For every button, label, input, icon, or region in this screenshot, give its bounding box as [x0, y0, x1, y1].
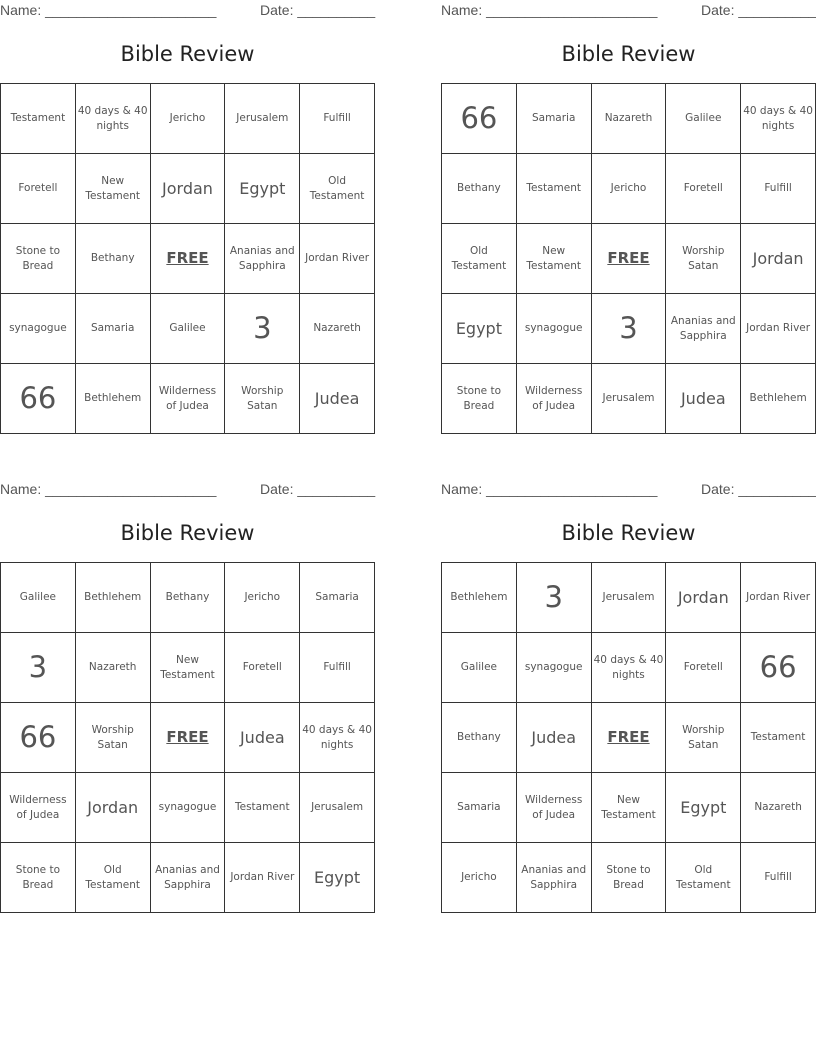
bingo-cell: Bethlehem [76, 563, 151, 633]
name-line: Name: ______________________ [441, 2, 658, 18]
bingo-cell: New Testament [517, 224, 592, 294]
bingo-cell: 66 [741, 633, 816, 703]
bingo-cell: New Testament [151, 633, 226, 703]
bingo-cell: Jordan [666, 563, 741, 633]
bingo-cell: Jordan River [741, 563, 816, 633]
bingo-cell: Galilee [151, 294, 226, 364]
bingo-cell: Samaria [300, 563, 375, 633]
bingo-cell: Worship Satan [666, 703, 741, 773]
name-line: Name: ______________________ [0, 2, 217, 18]
bingo-cell: synagogue [517, 633, 592, 703]
date-line: Date: __________ [260, 2, 376, 18]
card-header [441, 0, 816, 20]
bingo-cell: Jerusalem [225, 84, 300, 154]
bingo-cell: Stone to Bread [592, 843, 667, 913]
bingo-cell: Judea [517, 703, 592, 773]
bingo-grid [0, 562, 375, 913]
free-cell: FREE [592, 224, 667, 294]
bingo-cell: Wilderness of Judea [517, 773, 592, 843]
free-cell: FREE [151, 224, 226, 294]
bingo-cell: Foretell [225, 633, 300, 703]
bingo-cell: Testament [741, 703, 816, 773]
bingo-cell: Nazareth [741, 773, 816, 843]
bingo-cell: Nazareth [592, 84, 667, 154]
card-title: Bible Review [120, 521, 255, 545]
bingo-cell: Jericho [442, 843, 517, 913]
bingo-cell: 66 [1, 703, 76, 773]
bingo-cell: Jericho [151, 84, 226, 154]
bingo-cell: Fulfill [300, 633, 375, 703]
bingo-cell: Bethany [442, 154, 517, 224]
bingo-cell: 66 [1, 364, 76, 434]
bingo-cell: Galilee [442, 633, 517, 703]
date-line: Date: __________ [701, 2, 816, 18]
bingo-grid [441, 562, 816, 913]
bingo-cell: 40 days & 40 nights [300, 703, 375, 773]
bingo-cell: 40 days & 40 nights [741, 84, 816, 154]
card-title: Bible Review [561, 521, 696, 545]
bingo-cell: Testament [517, 154, 592, 224]
bingo-cell: 3 [592, 294, 667, 364]
bingo-cell: Bethany [151, 563, 226, 633]
bingo-cell: synagogue [151, 773, 226, 843]
bingo-cell: Old Testament [300, 154, 375, 224]
date-line: Date: __________ [701, 481, 816, 497]
bingo-cell: Judea [225, 703, 300, 773]
bingo-cell: Wilderness of Judea [1, 773, 76, 843]
bingo-cell: Wilderness of Judea [517, 364, 592, 434]
bingo-cell: Jordan [741, 224, 816, 294]
bingo-cell: Judea [666, 364, 741, 434]
bingo-cell: Jordan [151, 154, 226, 224]
bingo-cell: Jordan River [300, 224, 375, 294]
bingo-cell: Stone to Bread [1, 843, 76, 913]
bingo-cell: Judea [300, 364, 375, 434]
bingo-cell: Old Testament [442, 224, 517, 294]
date-line: Date: __________ [260, 481, 376, 497]
bingo-cell: synagogue [517, 294, 592, 364]
bingo-grid [0, 83, 375, 434]
bingo-cell: Testament [225, 773, 300, 843]
bingo-cell: Galilee [1, 563, 76, 633]
bingo-cell: synagogue [1, 294, 76, 364]
free-cell: FREE [151, 703, 226, 773]
bingo-cell: Stone to Bread [1, 224, 76, 294]
bingo-cell: Samaria [517, 84, 592, 154]
bingo-cell: Wilderness of Judea [151, 364, 226, 434]
bingo-cell: Bethlehem [741, 364, 816, 434]
bingo-cell: New Testament [76, 154, 151, 224]
bingo-cell: Worship Satan [76, 703, 151, 773]
bingo-cell: Galilee [666, 84, 741, 154]
bingo-cell: Egypt [225, 154, 300, 224]
bingo-card-3 [0, 479, 375, 915]
bingo-cell: Jerusalem [592, 364, 667, 434]
bingo-card-1 [0, 0, 375, 436]
bingo-cell: Stone to Bread [442, 364, 517, 434]
bingo-cell: New Testament [592, 773, 667, 843]
bingo-cell: Samaria [442, 773, 517, 843]
bingo-cell: 66 [442, 84, 517, 154]
card-header [0, 479, 375, 499]
card-title: Bible Review [561, 42, 696, 66]
bingo-cell: Bethlehem [442, 563, 517, 633]
bingo-cell: Egypt [666, 773, 741, 843]
card-header [441, 479, 816, 499]
bingo-cell: Worship Satan [666, 224, 741, 294]
bingo-cell: 3 [1, 633, 76, 703]
bingo-cell: Foretell [1, 154, 76, 224]
bingo-cell: Ananias and Sapphira [225, 224, 300, 294]
bingo-cell: Fulfill [741, 843, 816, 913]
bingo-grid [441, 83, 816, 434]
free-cell: FREE [592, 703, 667, 773]
bingo-cell: Fulfill [741, 154, 816, 224]
name-line: Name: ______________________ [0, 481, 217, 497]
bingo-cell: Fulfill [300, 84, 375, 154]
bingo-cell: Ananias and Sapphira [151, 843, 226, 913]
bingo-cell: Ananias and Sapphira [666, 294, 741, 364]
bingo-cell: Old Testament [76, 843, 151, 913]
bingo-cell: Bethlehem [76, 364, 151, 434]
bingo-card-4 [441, 479, 816, 915]
bingo-cell: Worship Satan [225, 364, 300, 434]
bingo-cell: Nazareth [300, 294, 375, 364]
bingo-cell: Bethany [76, 224, 151, 294]
bingo-cell: Jerusalem [300, 773, 375, 843]
bingo-cell: Old Testament [666, 843, 741, 913]
card-header [0, 0, 375, 20]
bingo-cell: Bethany [442, 703, 517, 773]
bingo-cell: Foretell [666, 154, 741, 224]
bingo-cell: Jordan [76, 773, 151, 843]
bingo-cell: Foretell [666, 633, 741, 703]
bingo-cell: 40 days & 40 nights [592, 633, 667, 703]
bingo-cell: Jordan River [225, 843, 300, 913]
bingo-cell: Jericho [592, 154, 667, 224]
bingo-cell: Egypt [442, 294, 517, 364]
bingo-cell: Jordan River [741, 294, 816, 364]
bingo-cell: Testament [1, 84, 76, 154]
bingo-cell: Jerusalem [592, 563, 667, 633]
bingo-cell: 3 [517, 563, 592, 633]
bingo-cell: Nazareth [76, 633, 151, 703]
bingo-cell: Jericho [225, 563, 300, 633]
bingo-cell: Samaria [76, 294, 151, 364]
name-line: Name: ______________________ [441, 481, 658, 497]
bingo-card-2 [441, 0, 816, 436]
bingo-cell: Egypt [300, 843, 375, 913]
bingo-cell: Ananias and Sapphira [517, 843, 592, 913]
card-title: Bible Review [120, 42, 255, 66]
bingo-cell: 40 days & 40 nights [76, 84, 151, 154]
bingo-cell: 3 [225, 294, 300, 364]
